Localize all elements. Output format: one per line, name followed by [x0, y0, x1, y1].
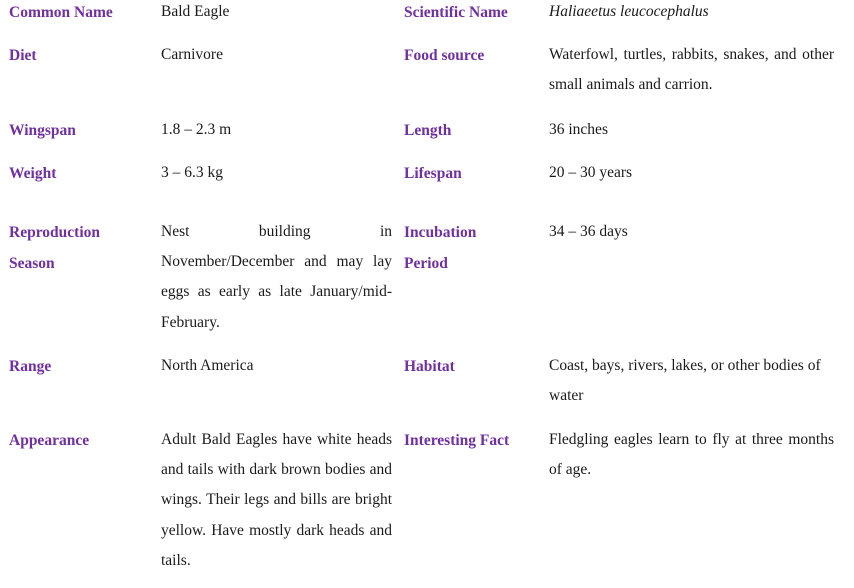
value-range: North America	[161, 357, 254, 374]
label-interesting-fact: Interesting Fact	[404, 432, 510, 449]
value-scientific-name: Haliaeetus leucocephalus	[549, 3, 709, 20]
value-food-source: Waterfowl, turtles, rabbits, snakes, and other small animals and carrion.	[549, 46, 834, 94]
value-wingspan: 1.8 – 2.3 m	[161, 121, 232, 138]
label-lifespan: Lifespan	[404, 165, 462, 182]
value-lifespan: 20 – 30 years	[549, 164, 633, 181]
value-diet: Carnivore	[161, 46, 223, 63]
value-interesting-fact: Fledgling eagles learn to fly at three months of age.	[549, 431, 834, 479]
label-length: Length	[404, 122, 452, 139]
value-reproduction-season: Nest building in November/December and may lay eggs as early as late January/mid-February.	[161, 223, 392, 331]
value-incubation-period: 34 – 36 days	[549, 223, 628, 240]
label-weight: Weight	[9, 165, 57, 182]
label-range: Range	[9, 358, 52, 375]
label-food-source: Food source	[404, 47, 485, 64]
label-incubation-period: Incubation Period	[404, 224, 477, 272]
label-wingspan: Wingspan	[9, 122, 76, 139]
label-reproduction-season: Reproduction Season	[9, 224, 101, 272]
label-habitat: Habitat	[404, 358, 455, 375]
value-length: 36 inches	[549, 121, 608, 138]
value-appearance: Adult Bald Eagles have white heads and tails with dark brown bodies and wings. Their legs and bills are bright yellow. Have mostly dark heads and tails.	[161, 431, 392, 569]
label-scientific-name: Scientific Name	[404, 4, 508, 21]
value-weight: 3 – 6.3 kg	[161, 164, 223, 181]
label-diet: Diet	[9, 47, 37, 64]
label-common-name: Common Name	[9, 4, 113, 21]
label-appearance: Appearance	[9, 432, 90, 449]
value-habitat: Coast, bays, rivers, lakes, or other bodies of water	[549, 357, 821, 405]
value-common-name: Bald Eagle	[161, 3, 230, 20]
